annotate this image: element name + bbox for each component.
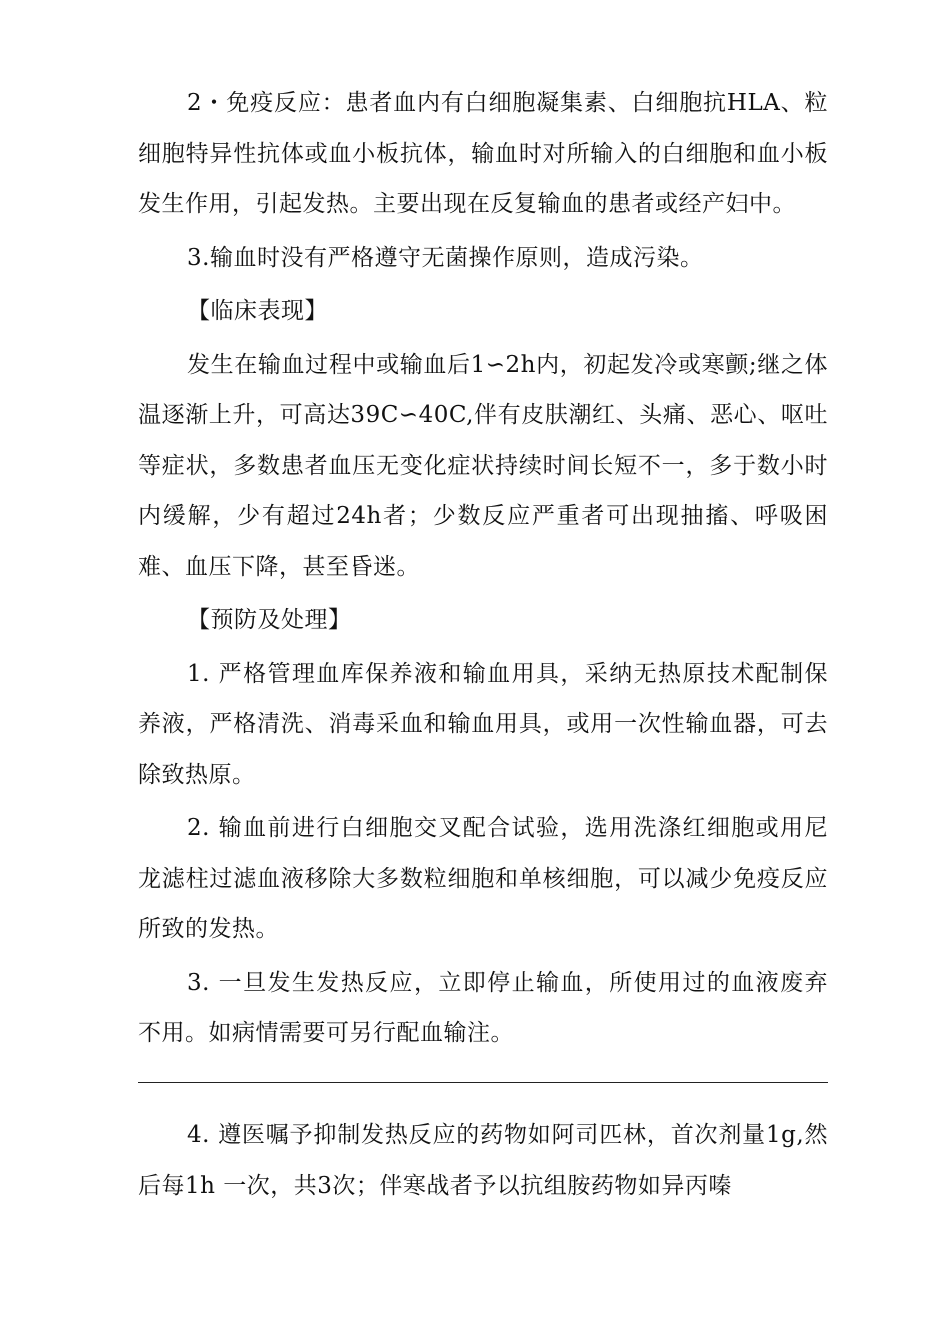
document-page-bottom	[138, 1110, 828, 1211]
paragraph-prevention-4: 4. 遵医嘱予抑制发热反应的药物如阿司匹林，首次剂量1g,然后每1h 一次，共3次；伴寒战者予以抗组胺药物如异丙嗪	[138, 1122, 828, 1199]
paragraph-prevention-1: 1. 严格管理血库保养液和输血用具，采纳无热原技术配制保养液，严格清洗、消毒采血和输血用具，或用一次性输血器，可去除致热原。	[138, 660, 828, 788]
paragraph-sterile-operation: 3.输血时没有严格遵守无菌操作原则，造成污染。	[187, 244, 704, 271]
paragraph-prevention-2: 2. 输血前进行白细胞交叉配合试验，选用洗涤红细胞或用尼龙滤柱过滤血液移除大多数粒细胞和单核细胞，可以减少免疫反应所致的发热。	[138, 815, 828, 942]
paragraph-immune-reaction: 2・免疫反应：患者血内有白细胞凝集素、白细胞抗HLA、粒细胞特异性抗体或血小板抗体，输血时对所输入的白细胞和血小板发生作用，引起发热。主要出现在反复输血的患者或经产妇中。	[138, 90, 828, 217]
heading-clinical-manifestation: 【临床表现】	[187, 298, 328, 324]
page-divider	[138, 1082, 828, 1083]
paragraph-prevention-3: 3. 一旦发生发热反应，立即停止输血，所使用过的血液废弃不用。如病情需要可另行配血输注。	[138, 969, 828, 1046]
document-page-top	[138, 78, 828, 1059]
paragraph-clinical-manifestation: 发生在输血过程中或输血后1∽2h内，初起发冷或寒颤;继之体温逐渐上升，可高达39C∽40C,伴有皮肤潮红、头痛、恶心、呕吐等症状，多数患者血压无变化症状持续时间长短不一，多于数小时内缓解，少有超过24h者；少数反应严重者可出现抽搐、呼吸困难、血压下降，甚至昏迷。	[138, 351, 828, 580]
heading-prevention-treatment: 【预防及处理】	[187, 607, 352, 633]
